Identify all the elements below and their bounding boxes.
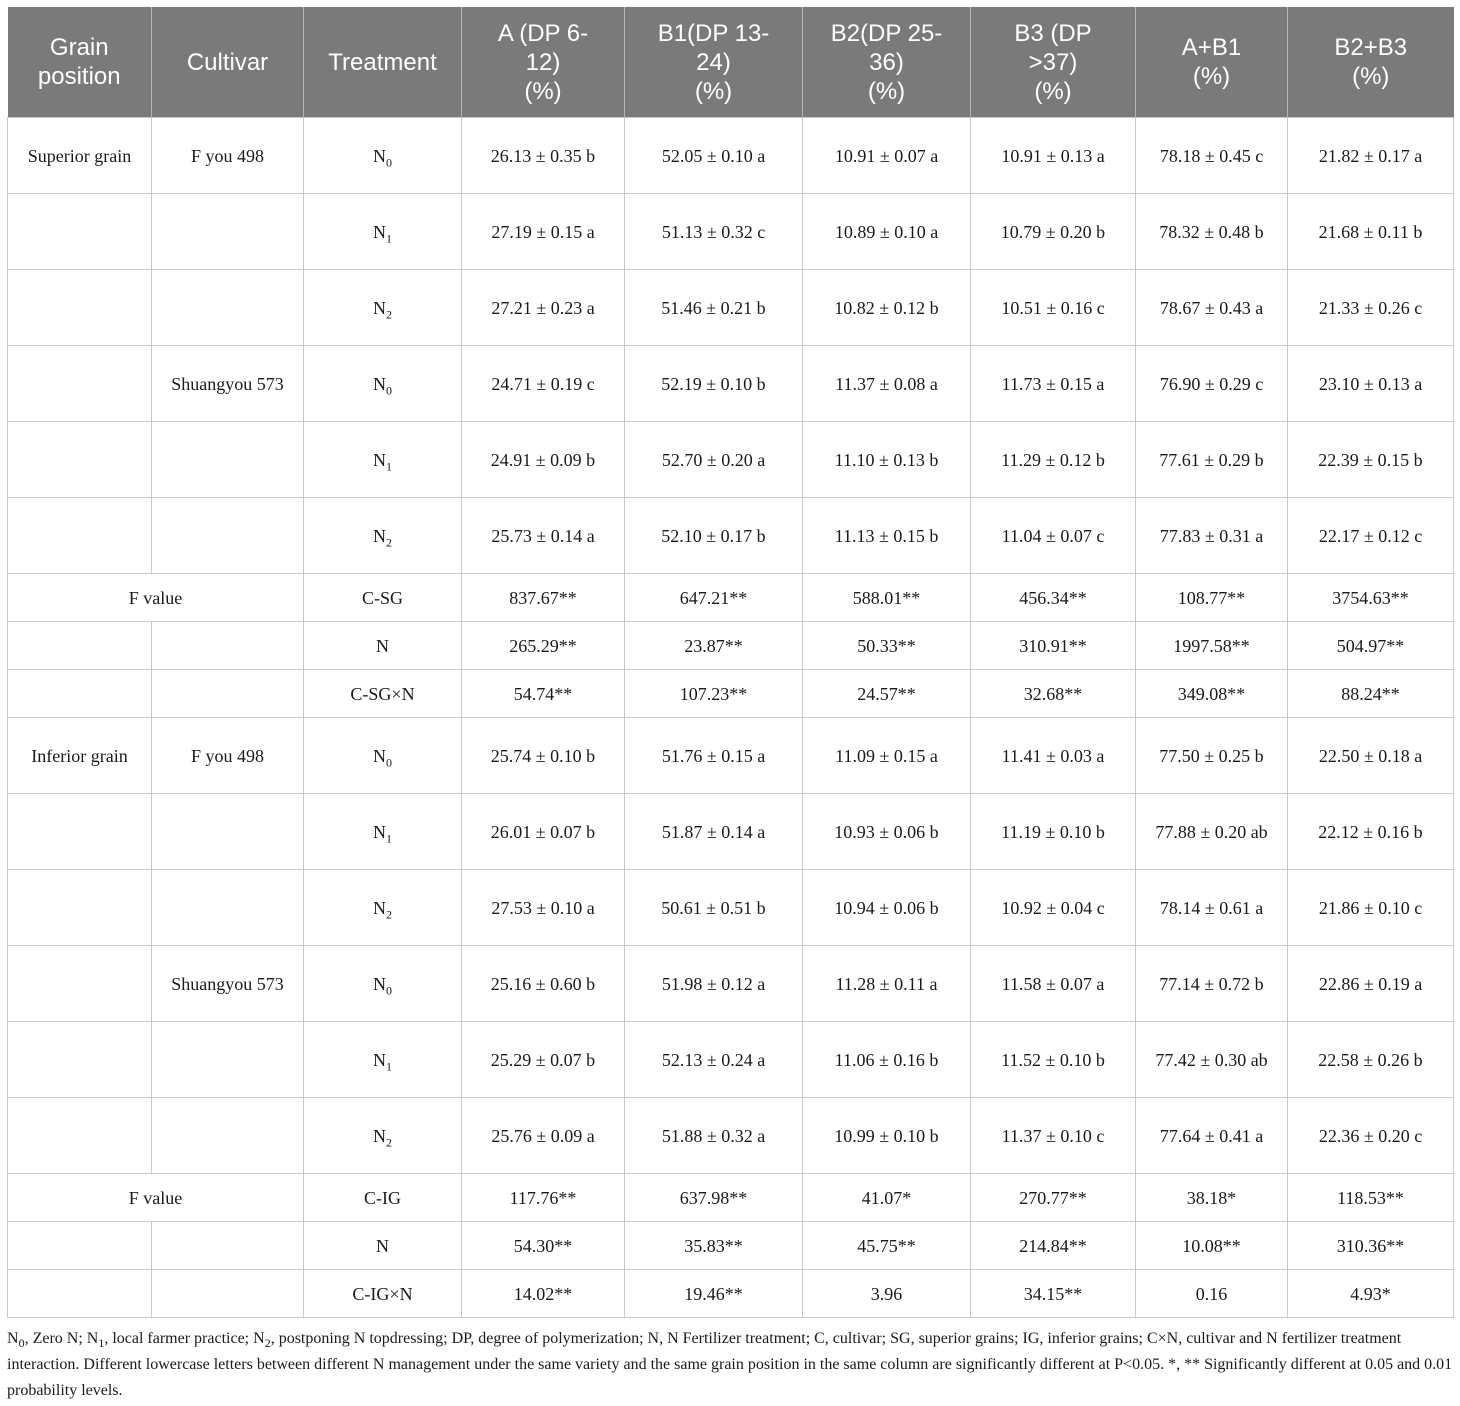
treatment-subscript: 0 [386,155,392,170]
value-cell-b2: 11.10 ± 0.13 b [803,422,971,498]
treatment-cell [304,870,462,946]
f-value-cell-b1: 647.21** [625,574,803,622]
document [7,7,1453,1404]
table-footnote [7,1326,1453,1404]
treatment-subscript: 1 [386,231,392,246]
cultivar-cell: Shuangyou 573 [152,946,304,1022]
header-cultivar: Cultivar [152,7,304,118]
f-value-row [8,1270,1454,1318]
value-cell-ab1: 77.14 ± 0.72 b [1136,946,1288,1022]
treatment-label: N [373,373,386,394]
cultivar-cell: Shuangyou 573 [152,346,304,422]
value-cell-b2b3: 21.86 ± 0.10 c [1288,870,1454,946]
value-cell-b1: 52.19 ± 0.10 b [625,346,803,422]
table-row [8,870,1454,946]
f-value-cell-b2b3: 504.97** [1288,622,1454,670]
value-cell-ab1: 76.90 ± 0.29 c [1136,346,1288,422]
empty-cell [152,670,304,718]
value-cell-b2b3: 22.36 ± 0.20 c [1288,1098,1454,1174]
value-cell-b1: 52.10 ± 0.17 b [625,498,803,574]
cultivar-cell [152,498,304,574]
table-row [8,794,1454,870]
value-cell-b3: 11.41 ± 0.03 a [971,718,1136,794]
value-cell-b1: 51.88 ± 0.32 a [625,1098,803,1174]
table-row [8,1098,1454,1174]
data-table [7,7,1454,1318]
grain-position-cell: Superior grain [8,118,152,194]
f-value-cell-b1: 637.98** [625,1174,803,1222]
empty-cell [152,1222,304,1270]
cultivar-cell [152,1098,304,1174]
treatment-subscript: 2 [386,1135,392,1150]
header-a: A (DP 6- 12) (%) [462,7,625,118]
treatment-label: N [373,297,386,318]
treatment-subscript: 0 [386,983,392,998]
treatment-label: N [373,973,386,994]
value-cell-b3: 10.91 ± 0.13 a [971,118,1136,194]
f-value-cell-a: 14.02** [462,1270,625,1318]
table-row [8,946,1454,1022]
treatment-subscript: 0 [386,755,392,770]
footnote-text: , local farmer practice; N [104,1330,265,1347]
f-value-cell-b3: 32.68** [971,670,1136,718]
f-value-cell-b1: 107.23** [625,670,803,718]
header-row [8,7,1454,118]
f-value-cell-b2b3: 310.36** [1288,1222,1454,1270]
treatment-label: N [373,1125,386,1146]
f-value-cell-b2b3: 4.93* [1288,1270,1454,1318]
value-cell-b2: 10.99 ± 0.10 b [803,1098,971,1174]
value-cell-b1: 51.13 ± 0.32 c [625,194,803,270]
value-cell-a: 25.74 ± 0.10 b [462,718,625,794]
f-value-label: F value [8,574,304,622]
grain-position-cell [8,422,152,498]
footnote-subscript: 0 [18,1336,25,1351]
value-cell-ab1: 77.50 ± 0.25 b [1136,718,1288,794]
value-cell-a: 27.53 ± 0.10 a [462,870,625,946]
header-b1: B1(DP 13- 24) (%) [625,7,803,118]
cultivar-cell [152,194,304,270]
treatment-cell [304,346,462,422]
value-cell-b1: 52.70 ± 0.20 a [625,422,803,498]
value-cell-b2b3: 21.33 ± 0.26 c [1288,270,1454,346]
f-value-row [8,574,1454,622]
f-value-cell-b2: 45.75** [803,1222,971,1270]
table-body [8,118,1454,1318]
f-value-row [8,1174,1454,1222]
f-value-cell-a: 265.29** [462,622,625,670]
value-cell-b2b3: 22.50 ± 0.18 a [1288,718,1454,794]
value-cell-ab1: 77.42 ± 0.30 ab [1136,1022,1288,1098]
f-value-row [8,1222,1454,1270]
value-cell-a: 25.29 ± 0.07 b [462,1022,625,1098]
treatment-label: N [373,525,386,546]
table-row [8,118,1454,194]
header-grain-position: Grain position [8,7,152,118]
f-value-cell-b2: 41.07* [803,1174,971,1222]
cultivar-cell [152,422,304,498]
treatment-subscript: 0 [386,383,392,398]
cultivar-cell: F you 498 [152,718,304,794]
treatment-label: N [373,821,386,842]
table-row [8,1022,1454,1098]
factor-cell: C-IG×N [304,1270,462,1318]
value-cell-b1: 52.13 ± 0.24 a [625,1022,803,1098]
table-row [8,346,1454,422]
table-row [8,422,1454,498]
f-value-row [8,622,1454,670]
treatment-cell [304,270,462,346]
value-cell-ab1: 78.67 ± 0.43 a [1136,270,1288,346]
value-cell-b2: 10.94 ± 0.06 b [803,870,971,946]
value-cell-b2: 11.28 ± 0.11 a [803,946,971,1022]
value-cell-ab1: 78.14 ± 0.61 a [1136,870,1288,946]
f-value-cell-b2: 24.57** [803,670,971,718]
value-cell-b2: 10.91 ± 0.07 a [803,118,971,194]
value-cell-b2: 10.89 ± 0.10 a [803,194,971,270]
value-cell-a: 25.16 ± 0.60 b [462,946,625,1022]
value-cell-b3: 11.52 ± 0.10 b [971,1022,1136,1098]
f-value-cell-a: 54.74** [462,670,625,718]
f-value-cell-a: 117.76** [462,1174,625,1222]
value-cell-b1: 51.87 ± 0.14 a [625,794,803,870]
table-row [8,194,1454,270]
footnote-subscript: 2 [264,1336,271,1351]
value-cell-a: 26.13 ± 0.35 b [462,118,625,194]
value-cell-b2: 10.93 ± 0.06 b [803,794,971,870]
treatment-subscript: 2 [386,907,392,922]
f-value-cell-a: 54.30** [462,1222,625,1270]
value-cell-b3: 10.92 ± 0.04 c [971,870,1136,946]
grain-position-cell [8,194,152,270]
grain-position-cell [8,270,152,346]
value-cell-ab1: 78.32 ± 0.48 b [1136,194,1288,270]
f-value-cell-ab1: 349.08** [1136,670,1288,718]
value-cell-a: 24.71 ± 0.19 c [462,346,625,422]
header-b2-b3: B2+B3 (%) [1288,7,1454,118]
value-cell-b2: 11.09 ± 0.15 a [803,718,971,794]
cultivar-cell: F you 498 [152,118,304,194]
f-value-cell-b2: 588.01** [803,574,971,622]
f-value-cell-b3: 456.34** [971,574,1136,622]
value-cell-b2b3: 22.12 ± 0.16 b [1288,794,1454,870]
footnote-text: , postponing N topdressing; DP, degree of polymerization; N, N Fertilizer treatment; C, cultivar; SG, superior grains; IG, inferior grains; C×N, cultivar and N fertilizer treatment interaction. Different lowercase letters between different N management under the same variety and the same grain position in the same column are significantly different at P<0.05. *, ** Significantly different at 0.05 and 0.01 probability levels. [7,1330,1453,1399]
treatment-label: N [373,745,386,766]
grain-position-cell [8,870,152,946]
value-cell-b3: 11.37 ± 0.10 c [971,1098,1136,1174]
factor-cell: N [304,622,462,670]
treatment-cell [304,718,462,794]
value-cell-ab1: 77.83 ± 0.31 a [1136,498,1288,574]
grain-position-cell: Inferior grain [8,718,152,794]
value-cell-b2: 11.06 ± 0.16 b [803,1022,971,1098]
f-value-cell-b2b3: 88.24** [1288,670,1454,718]
treatment-subscript: 1 [386,459,392,474]
value-cell-b3: 11.29 ± 0.12 b [971,422,1136,498]
treatment-cell [304,1098,462,1174]
header-a-b1: A+B1 (%) [1136,7,1288,118]
value-cell-a: 25.73 ± 0.14 a [462,498,625,574]
value-cell-b3: 11.73 ± 0.15 a [971,346,1136,422]
treatment-label: N [373,897,386,918]
value-cell-b2b3: 22.39 ± 0.15 b [1288,422,1454,498]
f-value-cell-b1: 19.46** [625,1270,803,1318]
empty-cell [8,622,152,670]
treatment-cell [304,794,462,870]
value-cell-ab1: 77.61 ± 0.29 b [1136,422,1288,498]
grain-position-cell [8,498,152,574]
value-cell-b2b3: 22.58 ± 0.26 b [1288,1022,1454,1098]
grain-position-cell [8,946,152,1022]
value-cell-b1: 51.98 ± 0.12 a [625,946,803,1022]
f-value-cell-b3: 270.77** [971,1174,1136,1222]
f-value-cell-b1: 23.87** [625,622,803,670]
treatment-label: N [373,1049,386,1070]
value-cell-b2b3: 21.82 ± 0.17 a [1288,118,1454,194]
value-cell-a: 25.76 ± 0.09 a [462,1098,625,1174]
value-cell-b3: 11.04 ± 0.07 c [971,498,1136,574]
value-cell-a: 24.91 ± 0.09 b [462,422,625,498]
value-cell-b2: 11.37 ± 0.08 a [803,346,971,422]
f-value-cell-b2: 3.96 [803,1270,971,1318]
cultivar-cell [152,1022,304,1098]
f-value-cell-a: 837.67** [462,574,625,622]
f-value-cell-b3: 34.15** [971,1270,1136,1318]
f-value-label: F value [8,1174,304,1222]
f-value-cell-b2b3: 118.53** [1288,1174,1454,1222]
treatment-cell [304,946,462,1022]
value-cell-b2: 10.82 ± 0.12 b [803,270,971,346]
empty-cell [8,1270,152,1318]
f-value-row [8,670,1454,718]
table-row [8,270,1454,346]
treatment-cell [304,118,462,194]
value-cell-b3: 11.58 ± 0.07 a [971,946,1136,1022]
footnote-text: N [7,1330,19,1347]
grain-position-cell [8,794,152,870]
value-cell-b2b3: 22.17 ± 0.12 c [1288,498,1454,574]
treatment-subscript: 2 [386,307,392,322]
value-cell-ab1: 77.64 ± 0.41 a [1136,1098,1288,1174]
value-cell-b1: 50.61 ± 0.51 b [625,870,803,946]
value-cell-b3: 10.51 ± 0.16 c [971,270,1136,346]
value-cell-a: 27.21 ± 0.23 a [462,270,625,346]
cultivar-cell [152,270,304,346]
grain-position-cell [8,1022,152,1098]
value-cell-b1: 52.05 ± 0.10 a [625,118,803,194]
treatment-cell [304,498,462,574]
f-value-cell-b2: 50.33** [803,622,971,670]
value-cell-b1: 51.46 ± 0.21 b [625,270,803,346]
treatment-subscript: 1 [386,1059,392,1074]
value-cell-a: 26.01 ± 0.07 b [462,794,625,870]
value-cell-b3: 10.79 ± 0.20 b [971,194,1136,270]
header-b2: B2(DP 25- 36) (%) [803,7,971,118]
treatment-subscript: 2 [386,535,392,550]
table-row [8,498,1454,574]
value-cell-a: 27.19 ± 0.15 a [462,194,625,270]
f-value-cell-ab1: 38.18* [1136,1174,1288,1222]
treatment-cell [304,422,462,498]
value-cell-b1: 51.76 ± 0.15 a [625,718,803,794]
treatment-subscript: 1 [386,831,392,846]
empty-cell [152,1270,304,1318]
f-value-cell-ab1: 10.08** [1136,1222,1288,1270]
value-cell-b2: 11.13 ± 0.15 b [803,498,971,574]
value-cell-ab1: 77.88 ± 0.20 ab [1136,794,1288,870]
value-cell-b2b3: 23.10 ± 0.13 a [1288,346,1454,422]
treatment-label: N [373,449,386,470]
cultivar-cell [152,794,304,870]
f-value-cell-b3: 310.91** [971,622,1136,670]
empty-cell [8,670,152,718]
empty-cell [8,1222,152,1270]
grain-position-cell [8,346,152,422]
value-cell-b2b3: 21.68 ± 0.11 b [1288,194,1454,270]
header-treatment: Treatment [304,7,462,118]
treatment-cell [304,1022,462,1098]
factor-cell: N [304,1222,462,1270]
empty-cell [152,622,304,670]
footnote-text: , Zero N; N [24,1330,99,1347]
value-cell-b2b3: 22.86 ± 0.19 a [1288,946,1454,1022]
grain-position-cell [8,1098,152,1174]
table-row [8,718,1454,794]
header-b3: B3 (DP >37) (%) [971,7,1136,118]
f-value-cell-ab1: 0.16 [1136,1270,1288,1318]
footnote-subscript: 1 [98,1336,105,1351]
f-value-cell-ab1: 108.77** [1136,574,1288,622]
f-value-cell-b2b3: 3754.63** [1288,574,1454,622]
cultivar-cell [152,870,304,946]
value-cell-b3: 11.19 ± 0.10 b [971,794,1136,870]
f-value-cell-b3: 214.84** [971,1222,1136,1270]
factor-cell: C-SG [304,574,462,622]
treatment-label: N [373,145,386,166]
treatment-label: N [373,221,386,242]
factor-cell: C-SG×N [304,670,462,718]
factor-cell: C-IG [304,1174,462,1222]
treatment-cell [304,194,462,270]
value-cell-ab1: 78.18 ± 0.45 c [1136,118,1288,194]
f-value-cell-b1: 35.83** [625,1222,803,1270]
f-value-cell-ab1: 1997.58** [1136,622,1288,670]
